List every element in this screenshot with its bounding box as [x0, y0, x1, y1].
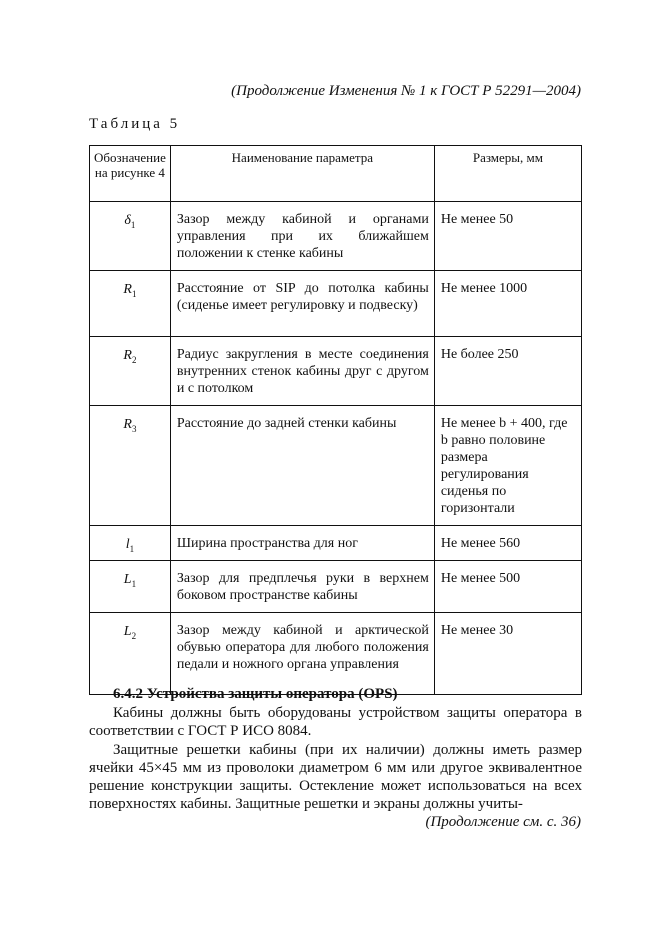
- row-size: Не менее 50: [434, 202, 581, 271]
- paragraph: Защитные решетки кабины (при их наличии) должны иметь размер ячейки 45×45 мм из проволоки диаметром 6 мм или другое эквивалентное решение конструкции защиты. Остекление может использоваться на всех поверхностях кабины. Защитные решетки и экраны должны учиты-: [89, 742, 582, 812]
- table-row: [90, 202, 582, 271]
- row-name: Радиус закругления в месте соединения внутренних стенок кабины друг с другом и с потолком: [170, 337, 434, 406]
- row-symbol: $L_1$: [90, 561, 171, 613]
- table-row: [90, 337, 582, 406]
- parameters-table: [89, 145, 582, 695]
- paragraph: Кабины должны быть оборудованы устройством защиты оператора в соответствии с ГОСТ Р ИСО 8084.: [89, 705, 582, 739]
- row-symbol: $R_3$: [90, 406, 171, 526]
- footer-continuation: (Продолжение см. с. 36): [425, 814, 581, 830]
- header-continuation: (Продолжение Изменения № 1 к ГОСТ Р 52291—2004): [231, 83, 581, 99]
- section-heading: 6.4.2 Устройства защиты оператора (OPS): [113, 686, 398, 702]
- row-size: Не менее 500: [434, 561, 581, 613]
- table-header-row: [90, 146, 582, 202]
- row-size: Не менее 1000: [434, 271, 581, 337]
- row-name: Зазор между кабиной и арктической обувью оператора для любого положения педали и ножного органа управления: [170, 613, 434, 695]
- row-size: Не менее 30: [434, 613, 581, 695]
- row-name: Зазор для предплечья руки в верхнем боковом пространстве кабины: [170, 561, 434, 613]
- row-name: Ширина пространства для ног: [170, 526, 434, 561]
- table-row: [90, 613, 582, 695]
- table-row: [90, 561, 582, 613]
- table-row: [90, 526, 582, 561]
- row-size: Не менее 560: [434, 526, 581, 561]
- table-caption: Таблица 5: [89, 116, 181, 132]
- header-name: Наименование параметра: [170, 146, 434, 202]
- row-symbol: $\delta_1$: [90, 202, 171, 271]
- header-code: Обозначение на рисунке 4: [90, 146, 171, 202]
- row-size: Не менее b + 400, где b равно половине размера регулирования сиденья по горизонтали: [434, 406, 581, 526]
- row-name: Зазор между кабиной и органами управления при их ближайшем положении к стенке кабины: [170, 202, 434, 271]
- row-symbol: $l_1$: [90, 526, 171, 561]
- header-size: Размеры, мм: [434, 146, 581, 202]
- table-row: [90, 406, 582, 526]
- row-size: Не более 250: [434, 337, 581, 406]
- row-name: Расстояние до задней стенки кабины: [170, 406, 434, 526]
- row-symbol: $R_1$: [90, 271, 171, 337]
- row-symbol: $L_2$: [90, 613, 171, 695]
- row-name: Расстояние от SIP до потолка кабины (сиденье имеет регулировку и подвеску): [170, 271, 434, 337]
- table-row: [90, 271, 582, 337]
- row-symbol: $R_2$: [90, 337, 171, 406]
